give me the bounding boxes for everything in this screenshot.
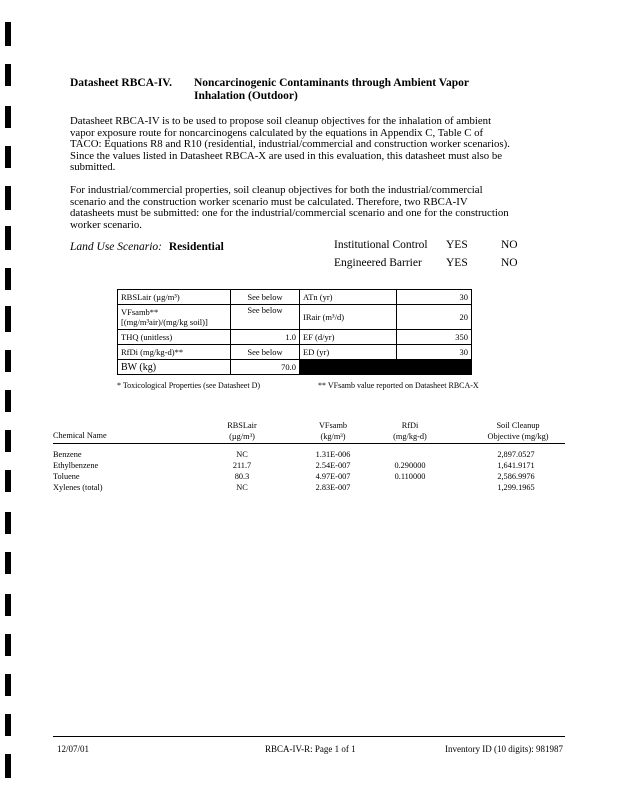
param-label: BW (kg) — [118, 360, 231, 375]
binder-mark — [5, 186, 11, 210]
footnote-2: ** VFsamb value reported on Datasheet RBCA-X — [318, 381, 479, 390]
header-rule — [53, 443, 565, 444]
table-cell: 1.31E-006 — [315, 450, 351, 459]
table-cell: 2.54E-007 — [315, 461, 351, 470]
header-rfdi — [378, 420, 442, 442]
param-row — [118, 330, 472, 345]
footer-date: 12/07/01 — [57, 744, 90, 754]
vfsamb-column — [303, 449, 363, 493]
header-sco-line2: Objective (mg/kg) — [487, 432, 549, 441]
table-cell: 80.3 — [234, 472, 250, 481]
institutional-control-label: Institutional Control — [334, 239, 428, 251]
blacked-out-cell — [300, 360, 472, 375]
vfsamb-label-2: [(mg/m³air)/(mg/kg soil)] — [121, 317, 208, 327]
table-cell: NC — [236, 483, 248, 492]
param-label: IRair (m³/d) — [300, 305, 397, 330]
header-vf-line1: VFsamb — [318, 421, 348, 430]
param-label: ATn (yr) — [300, 290, 397, 305]
soil-cleanup-column — [470, 449, 562, 493]
intro-line: submitted. — [70, 161, 116, 174]
header-rfdi-line2: (mg/kg-d) — [393, 432, 427, 441]
binder-mark — [5, 634, 11, 656]
param-row — [118, 305, 472, 330]
table-cell: 2.83E-007 — [315, 483, 351, 492]
intro-paragraph-2 — [70, 185, 578, 231]
param-value: 350 — [397, 330, 472, 345]
param-row — [118, 360, 472, 375]
institutional-control-no[interactable]: NO — [501, 239, 518, 251]
binder-mark — [5, 594, 11, 616]
intro-line: worker scenario. — [70, 218, 142, 231]
footnote-1: * Toxicological Properties (see Datasheet D) — [117, 381, 261, 390]
table-cell: 0.110000 — [394, 472, 426, 481]
header-rbsl-line2: (µg/m³) — [229, 432, 255, 441]
table-cell: 2,586.9976 — [497, 472, 535, 481]
header-rfdi-line1: RfDi — [401, 421, 419, 430]
table-cell: NC — [236, 450, 248, 459]
param-row — [118, 290, 472, 305]
footer-page: RBCA-IV-R: Page 1 of 1 — [265, 744, 356, 754]
binder-mark — [5, 146, 11, 168]
rfdi-column — [378, 449, 442, 493]
header-soil-cleanup — [470, 420, 566, 442]
intro-line: TACO: Equations R8 and R10 (residential, industrial/commercial and construction worker scenarios). — [70, 138, 510, 151]
param-value: 20 — [397, 305, 472, 330]
parameter-table — [117, 289, 472, 375]
engineered-barrier-label: Engineered Barrier — [334, 257, 422, 269]
binder-mark — [5, 106, 11, 128]
intro-line: datasheets must be submitted: one for the industrial/commercial scenario and one for the construction — [70, 207, 509, 220]
header-rbsl-line1: RBSLair — [227, 421, 257, 430]
title-line-1: Noncarcinogenic Contaminants through Ambient Vapor — [194, 77, 469, 89]
binder-mark — [5, 512, 11, 534]
table-cell: 211.7 — [232, 461, 252, 470]
intro-line: Datasheet RBCA-IV is to be used to propose soil cleanup objectives for the inhalation of ambient — [70, 115, 492, 127]
param-label: ED (yr) — [300, 345, 397, 360]
param-value: 30 — [397, 345, 472, 360]
intro-line: Since the values listed in Datasheet RBCA-X are used in this evaluation, this datasheet must also be — [70, 149, 503, 162]
table-cell: 2,897.0527 — [497, 450, 535, 459]
binder-mark — [5, 226, 11, 250]
intro-paragraph-1 — [70, 116, 578, 174]
param-label: THQ (unitless) — [118, 330, 231, 345]
param-value: See below — [231, 305, 300, 330]
binder-mark — [5, 714, 11, 736]
binder-mark — [5, 470, 11, 492]
binder-mark — [5, 674, 11, 696]
param-value: 1.0 — [231, 330, 300, 345]
binder-mark — [5, 430, 11, 452]
table-cell: 4.97E-007 — [315, 472, 351, 481]
binder-mark — [5, 64, 11, 86]
vfsamb-label-1: VFsamb** — [121, 307, 159, 317]
header-vfsamb — [303, 420, 363, 442]
table-cell: Benzene — [53, 450, 82, 459]
param-value: 70.0 — [231, 360, 300, 375]
table-cell: Ethylbenzene — [53, 461, 99, 470]
table-cell: Toluene — [53, 472, 80, 481]
footer-inventory-id: Inventory ID (10 digits): 981987 — [445, 744, 563, 754]
param-label: RfDi (mg/kg-d)** — [118, 345, 231, 360]
intro-line: scenario and the construction worker scenario must be calculated. Therefore, two RBCA-IV — [70, 195, 468, 208]
table-cell — [378, 449, 442, 460]
scenario-value: Residential — [168, 241, 224, 253]
scenario-label: Land Use Scenario: — [70, 241, 162, 253]
param-label — [118, 305, 231, 330]
land-use-scenario — [70, 241, 224, 253]
param-value: See below — [231, 345, 300, 360]
chemical-name-column — [53, 449, 103, 493]
header-chemical-name: Chemical Name — [53, 431, 107, 440]
engineered-barrier-no[interactable]: NO — [501, 257, 518, 269]
table-cell — [378, 482, 442, 493]
binder-mark — [5, 552, 11, 574]
institutional-control-yes[interactable]: YES — [446, 239, 468, 251]
param-row — [118, 345, 472, 360]
table-cell: 1,299.1965 — [497, 483, 535, 492]
table-cell: Xylenes (total) — [53, 483, 103, 492]
intro-line: For industrial/commercial properties, soil cleanup objectives for both the industrial/commercial — [70, 184, 483, 196]
datasheet-title — [70, 77, 530, 102]
table-cell: 0.290000 — [394, 461, 426, 470]
binder-mark — [5, 350, 11, 372]
intro-line: vapor exposure route for noncarcinogens calculated by the equations in Appendix C, Table C of — [70, 126, 484, 139]
header-sco-line1: Soil Cleanup — [496, 421, 540, 430]
binder-mark — [5, 268, 11, 290]
header-vf-line2: (kg/m³) — [320, 432, 346, 441]
param-label: EF (d/yr) — [300, 330, 397, 345]
footer-rule — [53, 736, 565, 737]
engineered-barrier-yes[interactable]: YES — [446, 257, 468, 269]
binder-mark — [5, 306, 11, 332]
table-cell: 1,641.9171 — [497, 461, 535, 470]
binder-mark — [5, 390, 11, 412]
binder-mark — [5, 754, 11, 778]
param-value: See below — [231, 290, 300, 305]
header-rbsl — [212, 420, 272, 442]
binder-mark — [5, 22, 11, 46]
param-label: RBSLair (µg/m³) — [118, 290, 231, 305]
param-value: 30 — [397, 290, 472, 305]
title-line-2: Inhalation (Outdoor) — [194, 90, 298, 102]
datasheet-id: Datasheet RBCA-IV. — [70, 77, 173, 89]
rbsl-column — [212, 449, 272, 493]
